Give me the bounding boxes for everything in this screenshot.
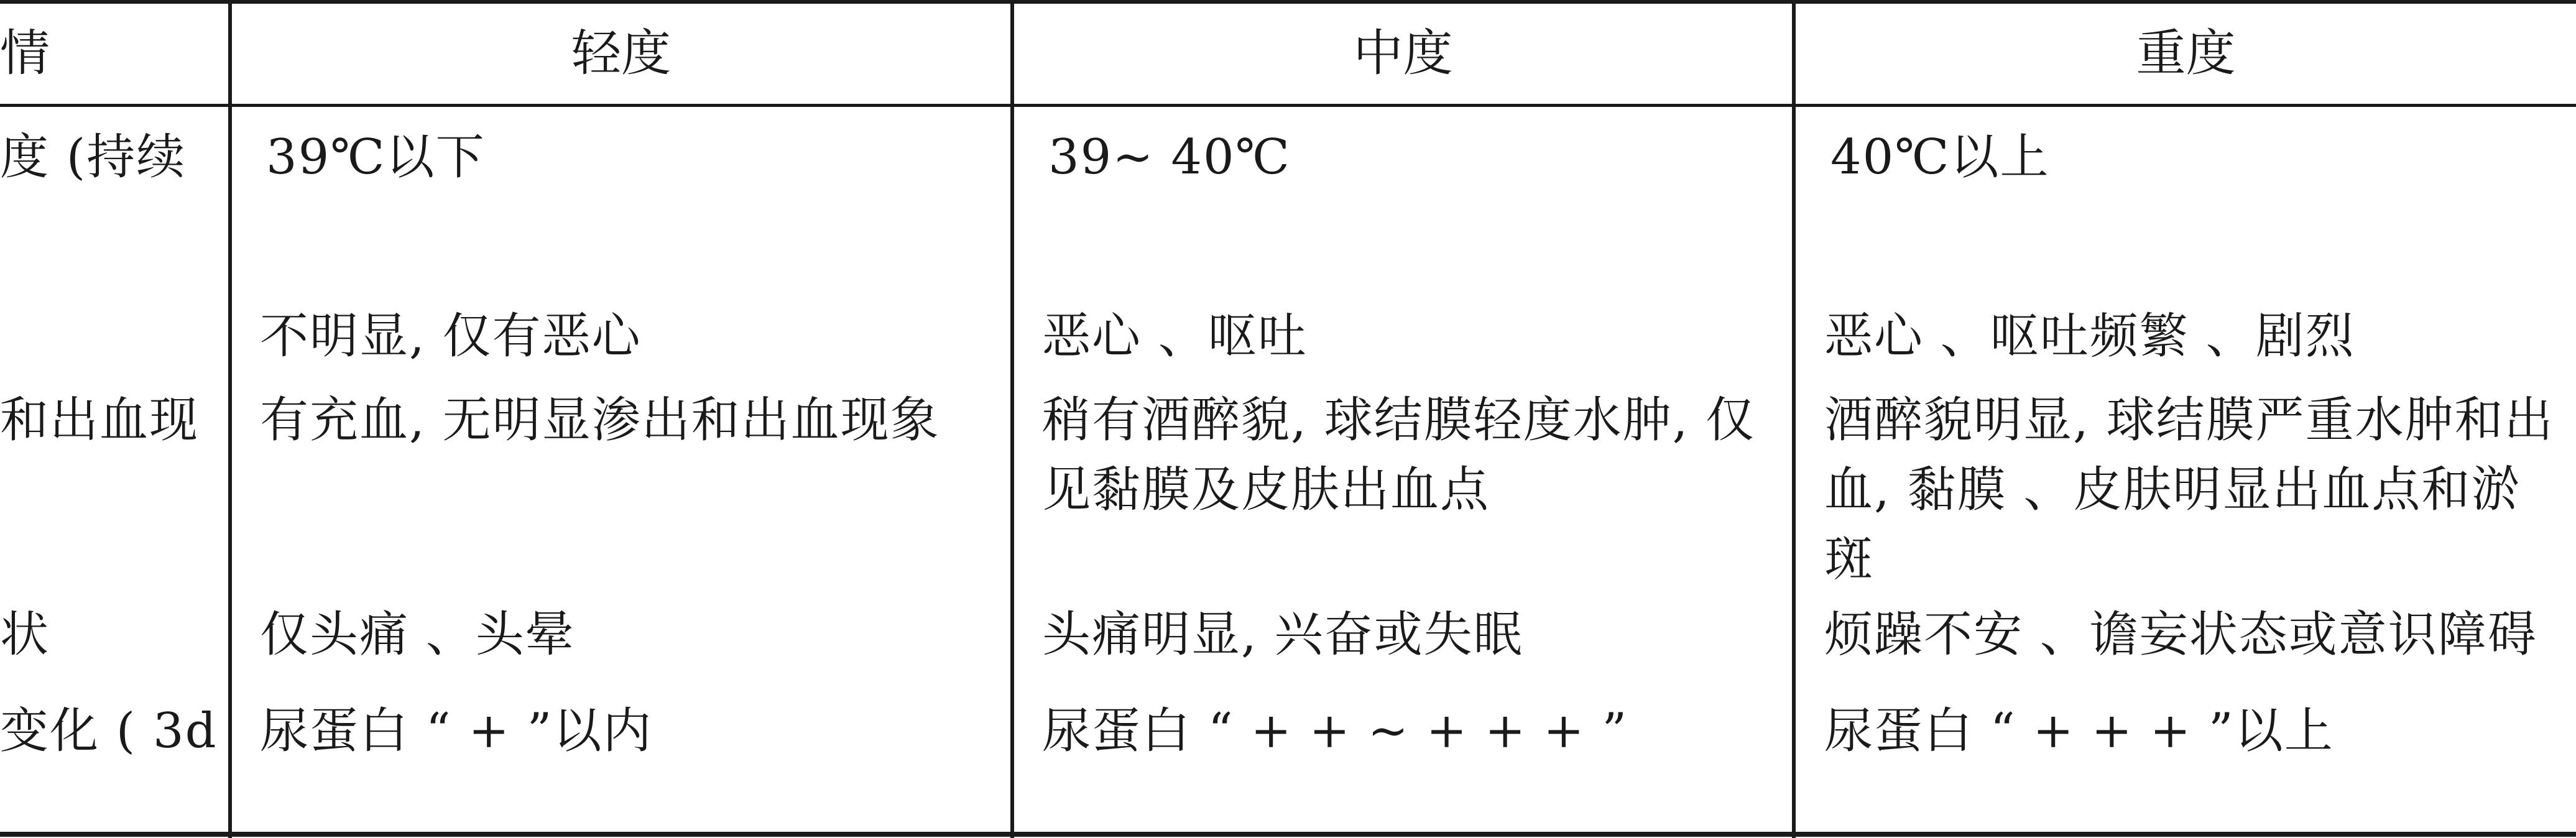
cell-neuro-mild: 仅头痛 、头晕	[260, 607, 575, 663]
column-divider-3	[1792, 0, 1796, 838]
cell-urine-moderate: 尿蛋白 “ + + ~ + + + ”	[1042, 703, 1628, 759]
table-top-rule	[0, 0, 2576, 4]
cell-neuro-moderate: 头痛明显, 兴奋或失眠	[1042, 607, 1523, 663]
row-label-bleeding: 和出血现	[0, 392, 200, 448]
cell-urine-mild: 尿蛋白 “ + ”以内	[260, 703, 653, 759]
cell-urine-severe: 尿蛋白 “ + + + ”以上	[1824, 703, 2334, 759]
cell-gi-severe: 恶心 、呕吐频繁 、剧烈	[1824, 308, 2355, 364]
row-label-fever: 度 (持续	[0, 129, 187, 185]
header-mild: 轻度	[571, 24, 671, 82]
header-moderate: 中度	[1353, 24, 1453, 82]
column-divider-2	[1010, 0, 1014, 838]
row-label-urine: 变化 ( 3d	[0, 703, 218, 759]
cell-bleeding-mild: 有充血, 无明显渗出和出血现象	[260, 392, 940, 448]
cell-gi-mild: 不明显, 仅有恶心	[260, 308, 642, 364]
row-label-neuro: 状	[0, 607, 50, 663]
cell-bleeding-moderate: 稍有酒醉貌, 球结膜轻度水肿, 仅见黏膜及皮肤出血点	[1042, 392, 1756, 518]
cell-fever-severe: 40℃以上	[1830, 129, 2050, 185]
cell-neuro-severe: 烦躁不安 、谵妄状态或意识障碍	[1824, 607, 2537, 663]
header-bottom-rule	[0, 104, 2576, 107]
column-divider-1	[228, 0, 232, 838]
table-bottom-rule	[0, 832, 2576, 837]
header-condition: 情	[0, 24, 50, 82]
cell-fever-mild: 39℃以下	[266, 129, 486, 185]
cell-gi-moderate: 恶心 、呕吐	[1042, 308, 1308, 364]
cell-fever-moderate: 39~ 40℃	[1048, 129, 1291, 185]
header-severe: 重度	[2136, 24, 2236, 82]
cell-bleeding-severe: 酒醉貌明显, 球结膜严重水肿和出血, 黏膜 、皮肤明显出血点和淤斑	[1824, 392, 2554, 587]
